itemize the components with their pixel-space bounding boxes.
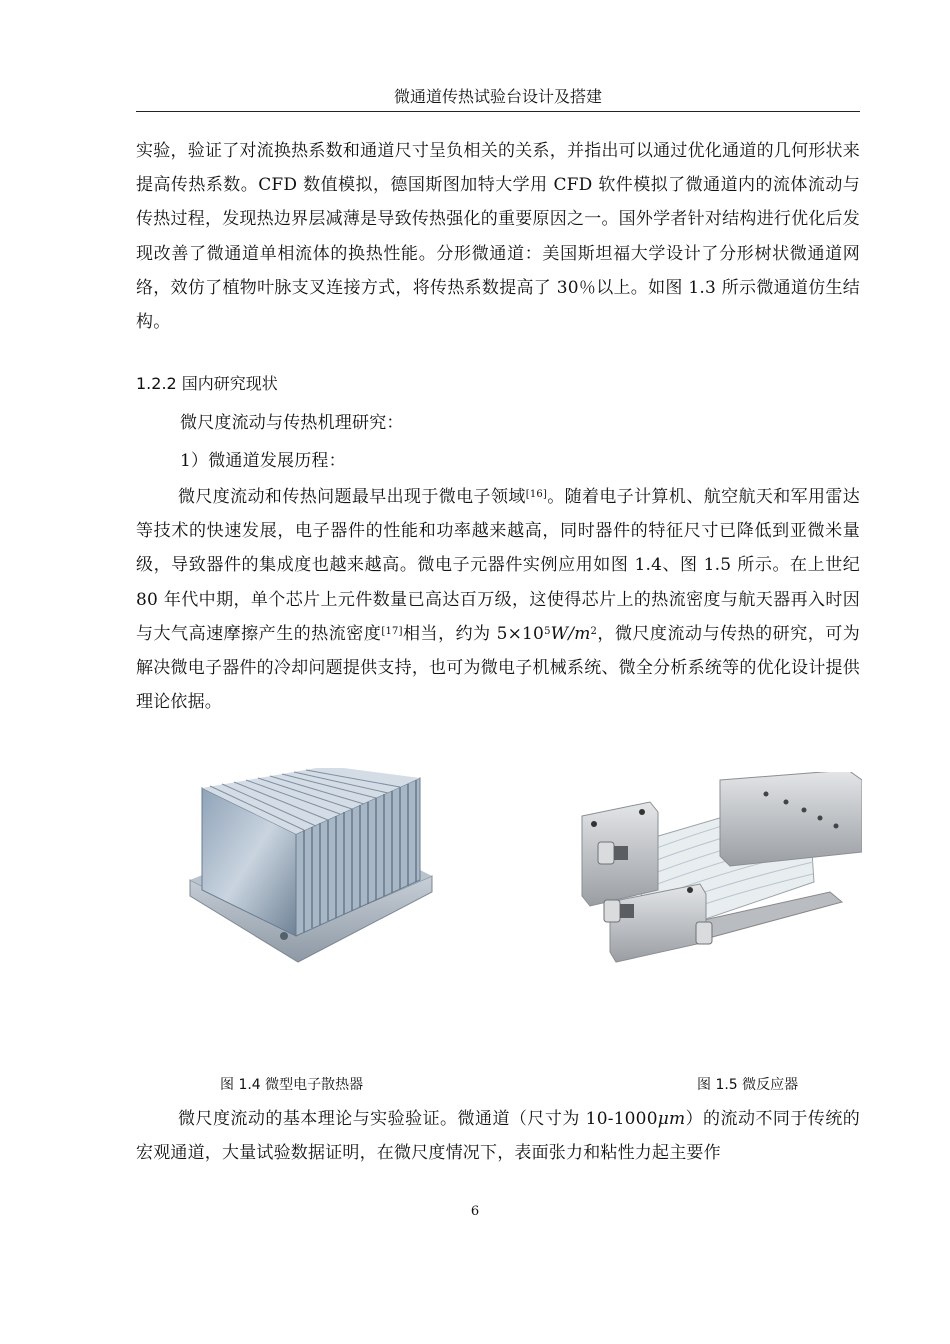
figure-1-4-caption: 图 1.4 微型电子散热器 <box>220 1077 364 1093</box>
micro-reactor-image <box>580 772 862 970</box>
para3-text-b: ）的流动不同于传统的宏观通道，大量试验数据证明，在微尺度情况下，表面张力和粘性力起主要作 <box>136 1109 860 1164</box>
paragraph-microelectronics <box>136 480 860 719</box>
para2-text-b: 。随着电子计算机、航空航天和军用雷达等技术的快速发展，电子器件的性能和功率越来越高，同时器件的特征尺寸已降低到亚微米量级，导致器件的集成度也越来越高。微电子元器件实例应用如图 1.4、图 1.5 所示。在上世纪 80 年代中期，单个芯片上元件数量已高达百万级，这使得芯片上的热流密度与航天器再入时因与大气高速摩擦产生的热流密度 <box>136 487 860 644</box>
citation-16: [16] <box>525 489 548 500</box>
figure-1-5-caption: 图 1.5 微反应器 <box>697 1077 799 1093</box>
paragraph-micro-scale-theory <box>136 1102 860 1170</box>
line-development-history: 1）微通道发展历程： <box>180 451 346 471</box>
para3-text-a: 微尺度流动的基本理论与实验验证。微通道（尺寸为 10-1000 <box>178 1109 658 1129</box>
heat-sink-image <box>188 768 434 968</box>
exponent-2: 2 <box>590 625 598 637</box>
line-mechanism-study: 微尺度流动与传热机理研究： <box>180 413 404 433</box>
citation-17: [17] <box>381 625 403 637</box>
unit-micrometer: μm <box>657 1109 686 1129</box>
unit-watt-per-m: W/m <box>550 623 591 644</box>
section-heading: 1.2.2 国内研究现状 <box>136 374 278 393</box>
para2-text-c: 相当，约为 5×10 <box>402 623 545 644</box>
page-number: 6 <box>470 1204 480 1219</box>
para2-text-d: ，微尺度流动与传热的研究，可为解决微电子器件的冷却问题提供支持，也可为微电子机械系统、微全分析系统等的优化设计提供理论依据。 <box>136 623 860 713</box>
header-rule <box>136 111 860 112</box>
exponent-5: 5 <box>544 625 551 637</box>
para2-text-a: 微尺度流动和传热问题最早出现于微电子领域 <box>178 487 526 507</box>
paragraph-fractal-channels: 实验，验证了对流换热系数和通道尺寸呈负相关的关系，并指出可以通过优化通道的几何形状来提高传热系数。CFD 数值模拟，德国斯图加特大学用 CFD 软件模拟了微通道内的流体流动与传热过程，发现热边界层减薄是导致传热强化的重要原因之一。国外学者针对结构进行优化后发现改善了微通道单相流体的换热性能。分形微通道：美国斯坦福大学设计了分形树状微通道网络，效仿了植物叶脉支叉连接方式，将传热系数提高了 30％以上。如图 1.3 所示微通道仿生结构。 <box>136 141 860 333</box>
page-header-title: 微通道传热试验台设计及搭建 <box>393 87 602 106</box>
